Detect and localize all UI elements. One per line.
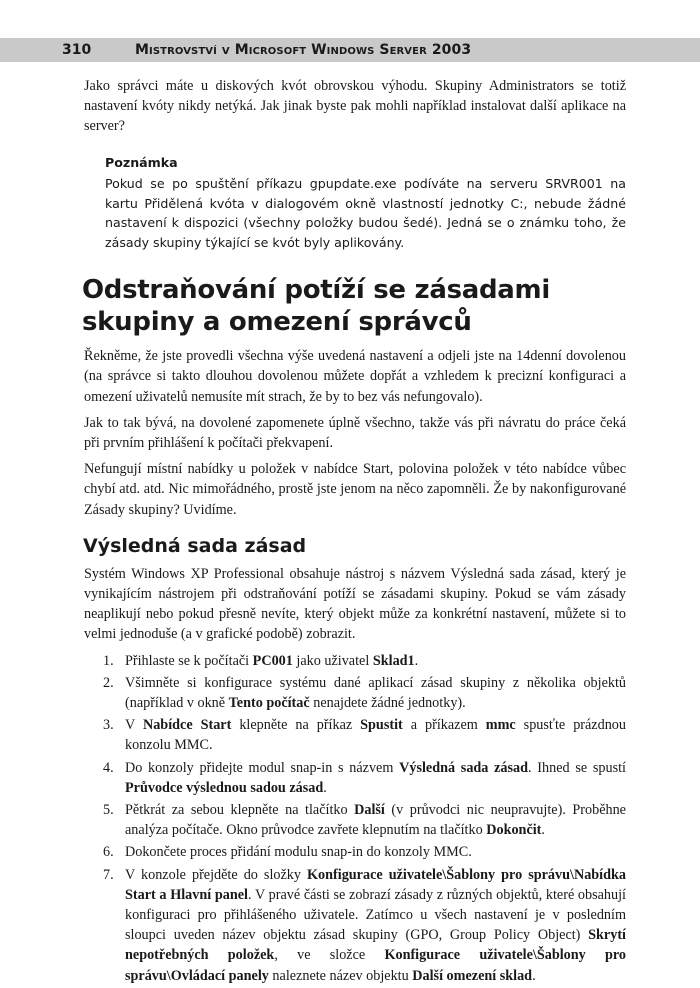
step-text: V konzole přejděte do složky <box>125 866 308 883</box>
step-bold-term: Výsledná sada zásad <box>399 759 529 776</box>
step-number: 1. <box>103 652 114 669</box>
step-number: 4. <box>103 759 114 776</box>
intro-paragraph: Jako správci máte u diskových kvót obrovskou výhodu. Skupiny Administrators se totiž nastavení kvóty nikdy netýká. Jak jinak byste pak mohli například instalovat další aplikace na server? <box>84 78 626 135</box>
step-text: (v průvodci nic neupravujte). Proběhne analýza počítače. Okno průvodce zavřete klepnutím na tlačítko <box>125 801 626 839</box>
step-text: . Ihned se spustí <box>528 759 626 776</box>
step-bold-term: Konfigurace uživatele\Šablony pro správu\Nabídka Start a Hlavní panel <box>125 866 626 903</box>
section-paragraph: Nefungují místní nabídky u položek v nabídce Start, polovina položek v této nabídce vůbec chybí atd. atd. Nic mimořádného, prostě jste jenom na něco zapomněli. Že by nakonfigurované Zásady skupiny? Uvidíme. <box>84 461 626 518</box>
step-text: Dokončete proces přidání modulu snap-in do konzoly MMC. <box>125 844 472 861</box>
step-item <box>84 800 626 840</box>
step-bold-term: Průvodce výslednou sadou zásad <box>125 779 324 796</box>
step-bold-term: Tento počítač <box>228 694 310 711</box>
step-text: nenajdete žádné jednotky). <box>309 694 466 711</box>
note-box <box>105 153 626 253</box>
step-number: 6. <box>103 844 114 861</box>
step-bold-term: PC001 <box>252 652 293 669</box>
step-item <box>84 651 626 671</box>
steps-list <box>84 651 626 986</box>
step-text: . <box>414 652 419 669</box>
step-text: naleznete název objektu <box>268 967 413 984</box>
step-number: 7. <box>103 866 114 883</box>
step-bold-term: Dokončit <box>486 822 542 839</box>
subsection-paragraph: Systém Windows XP Professional obsahuje nástroj s názvem Výsledná sada zásad, který je vynikajícím nástrojem při odstraňování potíží se zásadami skupiny. Pokud se vám zásady neaplikují nebo pokud přesně nevíte, který objekt může za konkrétní nastavení, můžete si to velmi jednoduše (a v grafické podobě) zobrazit. <box>84 565 626 643</box>
step-bold-term: Další <box>354 801 385 818</box>
step-text: V <box>125 717 143 734</box>
page-content <box>84 76 626 988</box>
step-text: a příkazem <box>402 717 486 734</box>
step-text: . <box>541 822 545 839</box>
step-text: , ve složce <box>274 947 385 964</box>
note-label: Poznámka <box>105 154 178 170</box>
step-bold-term: Skrytí nepotřebných položek <box>125 927 626 964</box>
step-bold-term: Sklad1 <box>372 652 415 669</box>
step-item <box>84 758 626 798</box>
step-text: klepněte na příkaz <box>231 717 361 734</box>
step-bold-term: Konfigurace uživatele\Šablony pro správu\Ovládací panely <box>125 947 627 984</box>
step-bold-term: Spustit <box>360 717 403 734</box>
step-text: . V pravé části se zobrazí zásady z různých objektů, které obsahují konfiguraci pro přihlášeného uživatele. Zatímco u všech nastavení je v posledním sloupci uveden název objektu zásad skupiny (GPO, Group Policy Object) <box>125 886 626 944</box>
step-item <box>84 842 626 862</box>
step-text: jako uživatel <box>292 652 373 669</box>
running-header <box>0 38 700 62</box>
step-bold-term: mmc <box>485 717 516 734</box>
section-heading: Odstraňování potíží se zásadami skupiny a omezení správců <box>82 275 550 338</box>
page-number: 310 <box>62 42 92 58</box>
book-title: Mistrovství v Microsoft Windows Server 2003 <box>135 42 472 58</box>
step-number: 3. <box>103 717 114 734</box>
step-item <box>84 673 626 713</box>
step-text: Přihlaste se k počítači <box>125 652 253 669</box>
step-number: 2. <box>103 674 114 691</box>
step-number: 5. <box>103 801 114 818</box>
step-text: Pětkrát za sebou klepněte na tlačítko <box>125 801 355 818</box>
step-item <box>84 865 626 986</box>
step-text: Všimněte si konfigurace systému dané aplikací zásad skupiny z několika objektů (například v okně <box>125 674 626 711</box>
note-text: Pokud se po spuštění příkazu gpupdate.exe podíváte na serveru SRVR001 na kartu Přidělená kvóta v dialogovém okně vlastností jednotky C:, nebude žádné nastavení k dispozici (všechny položky budou šedé). Jedná se o známku toho, že zásady skupiny týkající se kvót byly aplikovány. <box>105 176 626 250</box>
step-bold-term: Nabídce Start <box>142 717 232 734</box>
step-bold-term: Další omezení sklad <box>412 967 533 984</box>
step-item <box>84 715 626 755</box>
step-text: . <box>323 779 327 796</box>
step-text: . <box>532 967 536 984</box>
section-paragraph: Řekněme, že jste provedli všechna výše uvedená nastavení a odjeli jste na 14denní dovolenou (na správce si takto dlouhou dovolenou můžete dopřát a vzhledem k precizní konfiguraci a omezení uživatelů nemusíte mít strach, že by to bez vás nefungovalo). <box>84 348 626 405</box>
section-paragraph: Jak to tak bývá, na dovolené zapomenete úplně všechno, takže vás při návratu do práce čeká při prvním přihlášení k počítači překvapení. <box>84 414 626 451</box>
step-text: spusťte prázdnou konzolu MMC. <box>125 717 626 754</box>
step-text: Do konzoly přidejte modul snap-in s názvem <box>125 759 400 776</box>
subsection-heading: Výsledná sada zásad <box>83 534 307 557</box>
